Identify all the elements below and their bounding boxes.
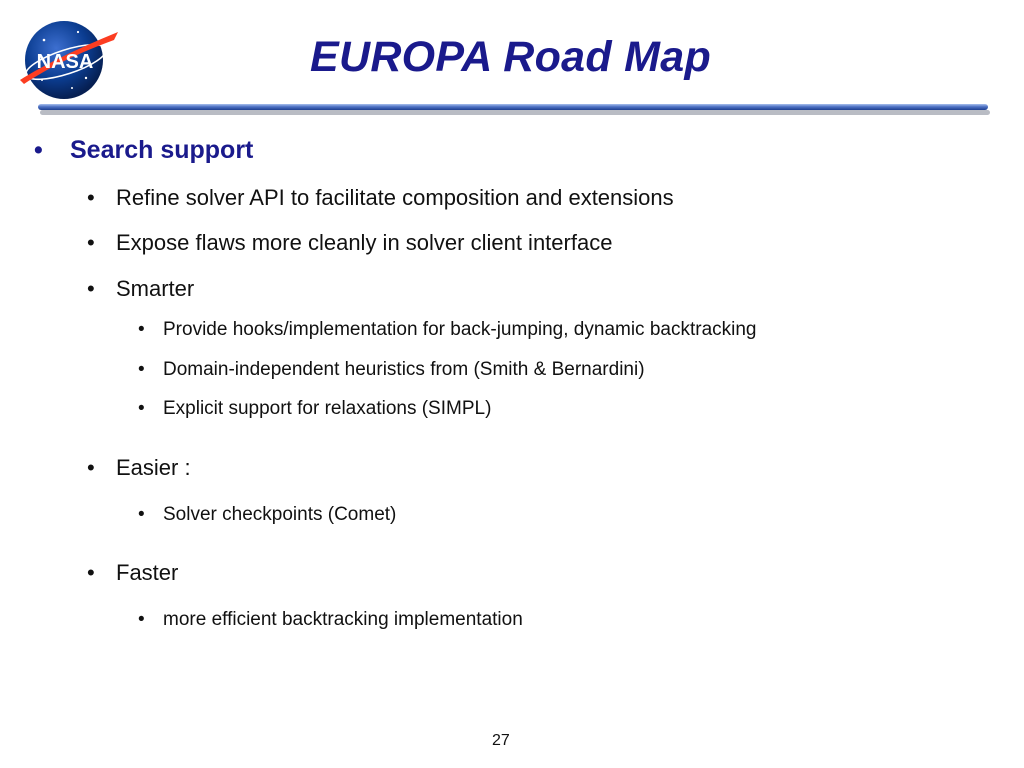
page-number: 27 xyxy=(492,732,510,749)
nasa-logo xyxy=(14,10,122,106)
nasa-meatball-icon xyxy=(14,10,122,106)
bullet-marker: • xyxy=(138,609,145,630)
sub-list-item: Solver checkpoints (Comet) xyxy=(163,504,397,525)
nasa-logo-text: NASA xyxy=(36,51,94,73)
section-heading: Search support xyxy=(70,136,254,164)
bullet-marker: • xyxy=(138,504,145,525)
bullet-marker: • xyxy=(87,455,95,480)
sub-list-item: Domain-independent heuristics from (Smith & Bernardini) xyxy=(163,359,645,380)
list-item: Faster xyxy=(116,560,179,585)
bullet-marker: • xyxy=(138,398,145,419)
bullet-marker: • xyxy=(34,136,43,164)
bullet-marker: • xyxy=(138,319,145,340)
sub-list-item: more efficient backtracking implementation xyxy=(163,609,523,630)
sub-list-item: Explicit support for relaxations (SIMPL) xyxy=(163,398,492,419)
title-rule xyxy=(38,104,988,110)
list-item: Smarter xyxy=(116,276,195,301)
bullet-marker: • xyxy=(87,185,95,210)
title-rule-shadow xyxy=(40,110,990,115)
slide-title: EUROPA Road Map xyxy=(310,33,712,81)
bullet-marker: • xyxy=(87,230,95,255)
sub-list-item: Provide hooks/implementation for back-jumping, dynamic backtracking xyxy=(163,319,757,340)
list-item: Refine solver API to facilitate composition and extensions xyxy=(116,185,674,210)
bullet-marker: • xyxy=(87,560,95,585)
bullet-marker: • xyxy=(87,276,95,301)
bullet-marker: • xyxy=(138,359,145,380)
list-item: Easier : xyxy=(116,455,191,480)
list-item: Expose flaws more cleanly in solver client interface xyxy=(116,230,613,255)
